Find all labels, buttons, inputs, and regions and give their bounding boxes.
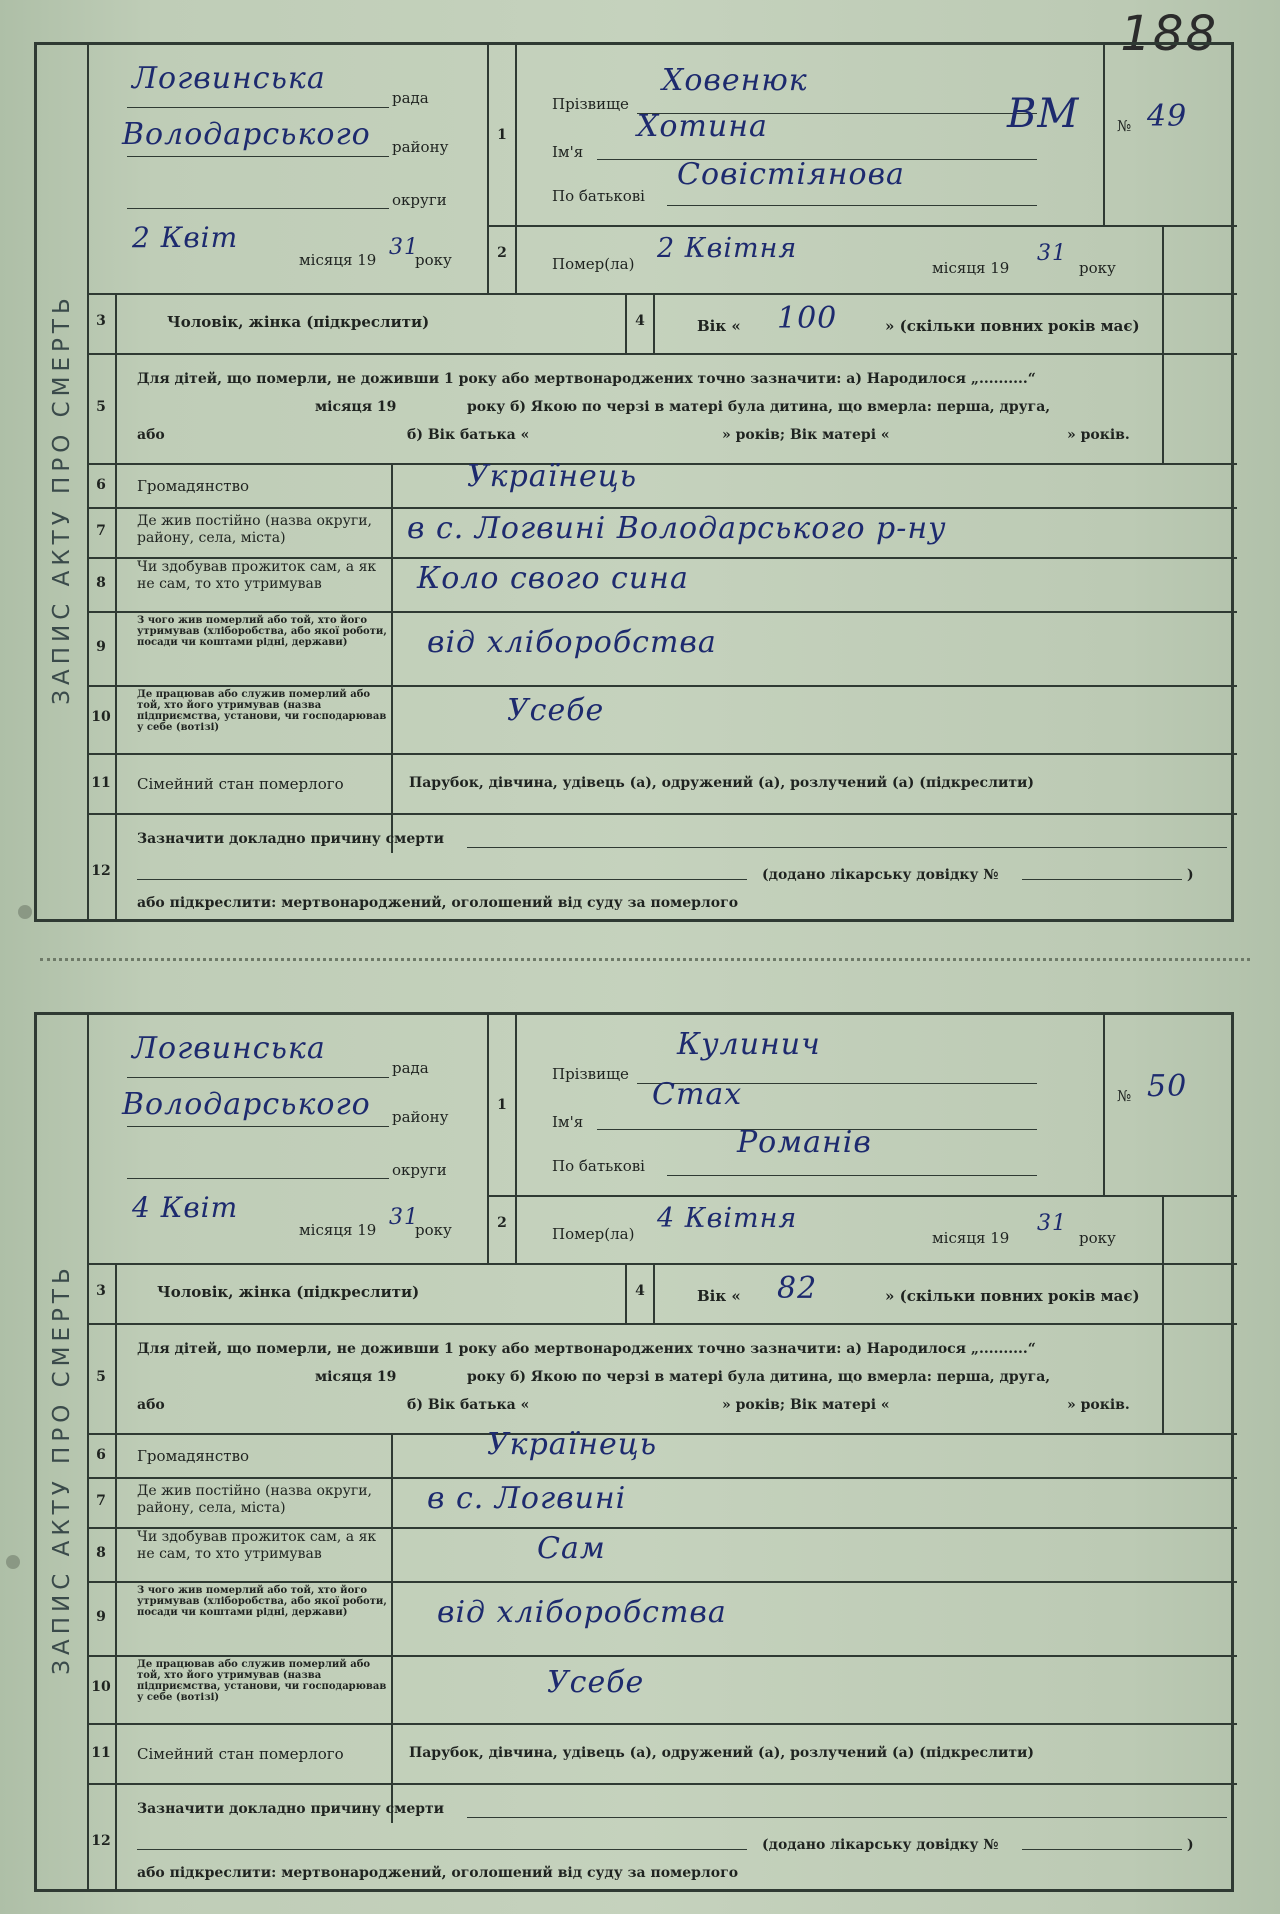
source-value: від хліборобства bbox=[427, 625, 717, 660]
marital-options: Парубок, дівчина, удівець (а), одружений (а), розлучений (а) (підкреслити) bbox=[409, 775, 1035, 791]
residence-value: в с. Логвині bbox=[427, 1481, 627, 1516]
rada-label: рада bbox=[392, 89, 429, 107]
death-record-form: ЗАПИС АКТУ ПРО СМЕРТЬ Логвинська рада Володарського району округи 1 4 Квіт місяця 19 31 року 2 Прізвище Кулинич Ім'я Стах По батькові Романів № 50 Помер(ла) 4 Квітня місяця 19 31 року 3 Чоловік, жінка (підкреслити) 4 Вік « 82 » (скільки повних років має) 5 Для дітей, що померли, не доживши 1 року або мертвонароджених точно зазначити: а) Народилося „..........“ місяця 19 року б) Якою по черзі в матері була дитина, що вмерла: перша, друга, або б) Вік батька « » років; Вік матері « » років. 6 Громадянство Українець 7 Де жив постійно (назва округи, району, села, міста) в с. Логвині 8 Чи здобував прожиток сам, а як не сам, то хто утримував Сам 9 З чого жив померлий або той, хто його утримував (хліборобства, або якої роботи, посади чи коштами рідні, держави) від хліборобства 10 Де працював або служив померлий або той, хто його утримував (назва підприємства, установи, чи господарював у себе (вотізі) Усебе 11 Сімейний стан померлого Парубок, дівчина, удівець (а), одружений (а), розлучений (а) (підкреслити) 12 Зазначити докладно причину смерти (додано лікарську довідку № ) або підкреслити: мертвонароджений, оголошений від суду за померлого bbox=[34, 1012, 1234, 1892]
death-record-form: ЗАПИС АКТУ ПРО СМЕРТЬ Логвинська рада Володарського району округи 1 2 Квіт місяця 19 31 року 2 Прізвище Ховенюк Ім'я Хотина По батькові Совістіянова ВМ № 49 Помер(ла) 2 Квітня місяця 19 31 року 3 Чоловік, жінка (підкреслити) 4 Вік « 100 » (скільки повних років має) 5 Для дітей, що померли, не доживши 1 року або мертвонароджених точно зазначити: а) Народилося „..........“ місяця 19 року б) Якою по черзі в матері була дитина, що вмерла: перша, друга, або б) Вік батька « » років; Вік матері « » років. 6 Громадянство Українець 7 Де жив постійно (назва округи, району, села, міста) в с. Логвині Володарського р-ну 8 Чи здобував прожиток сам, а як не сам, то хто утримував Коло свого сина 9 З чого жив померлий або той, хто його утримував (хліборобства, або якої роботи, посади чи коштами рідні, держави) від хліборобства 10 Де працював або служив померлий або той, хто його утримував (назва підприємства, установи, чи господарював у себе (вотізі) Усебе 11 Сімейний стан померлого Парубок, дівчина, удівець (а), одружений (а), розлучений (а) (підкреслити) 12 Зазначити докладно причину смерти (додано лікарську довідку № ) або підкреслити: мертвонароджений, оголошений від суду за померлого bbox=[34, 42, 1234, 922]
surname-value: Кулинич bbox=[677, 1027, 821, 1062]
sex-label: Чоловік, жінка (підкреслити) bbox=[157, 1283, 420, 1301]
name-value: Хотина bbox=[637, 109, 768, 144]
support-value: Сам bbox=[537, 1531, 606, 1566]
death-date-value: 2 Квітня bbox=[657, 233, 798, 264]
death-year-value: 31 bbox=[1037, 1211, 1067, 1236]
source-value: від хліборобства bbox=[437, 1595, 727, 1630]
reg-roku-label: року bbox=[415, 251, 452, 269]
side-title: ЗАПИС АКТУ ПРО СМЕРТЬ bbox=[37, 45, 89, 919]
age-value: 82 bbox=[777, 1271, 818, 1306]
death-roku-label: року bbox=[1079, 259, 1116, 277]
death-date-value: 4 Квітня bbox=[657, 1203, 798, 1234]
patronymic-value: Романів bbox=[737, 1125, 872, 1160]
rada-value: Логвинська bbox=[132, 1031, 326, 1066]
work-value: Усебе bbox=[547, 1665, 645, 1700]
perforation-line bbox=[40, 958, 1250, 961]
support-value: Коло свого сина bbox=[417, 561, 689, 596]
reg-date-value: 4 Квіт bbox=[132, 1191, 239, 1224]
death-label: Помер(ла) bbox=[552, 255, 635, 273]
citizenship-value: Українець bbox=[467, 459, 638, 494]
number-sign: № bbox=[1117, 117, 1132, 135]
work-value: Усебе bbox=[507, 693, 605, 728]
citizenship-value: Українець bbox=[487, 1427, 658, 1462]
age-value: 100 bbox=[777, 301, 838, 336]
marital-options: Парубок, дівчина, удівець (а), одружений (а), розлучений (а) (підкреслити) bbox=[409, 1745, 1035, 1761]
name-label: Ім'я bbox=[552, 143, 584, 161]
patronymic-label: По батькові bbox=[552, 187, 645, 205]
punch-hole bbox=[6, 1555, 20, 1569]
record-number: 50 bbox=[1147, 1069, 1188, 1104]
reg-year-value: 31 bbox=[389, 1205, 419, 1230]
reg-date-value: 2 Квіт bbox=[132, 221, 239, 254]
rayon-label: району bbox=[392, 138, 449, 156]
rayon-value: Володарського bbox=[122, 117, 371, 152]
clerk-initials: ВМ bbox=[1007, 91, 1080, 137]
age-label-open: Вік « bbox=[697, 317, 741, 335]
patronymic-value: Совістіянова bbox=[677, 157, 905, 192]
death-year-value: 31 bbox=[1037, 241, 1067, 266]
side-title: ЗАПИС АКТУ ПРО СМЕРТЬ bbox=[37, 1015, 89, 1889]
sex-label: Чоловік, жінка (підкреслити) bbox=[167, 313, 430, 331]
rayon-value: Володарського bbox=[122, 1087, 371, 1122]
record-number: 49 bbox=[1147, 99, 1188, 134]
okrugy-label: округи bbox=[392, 191, 447, 209]
rada-value: Логвинська bbox=[132, 61, 326, 96]
reg-month-label: місяця 19 bbox=[299, 251, 377, 269]
surname-value: Ховенюк bbox=[662, 63, 808, 98]
reg-year-value: 31 bbox=[389, 235, 419, 260]
page-number: 188 bbox=[1120, 6, 1218, 62]
age-label-close: » (скільки повних років має) bbox=[885, 317, 1140, 335]
death-month-label: місяця 19 bbox=[932, 259, 1010, 277]
residence-value: в с. Логвині Володарського р-ну bbox=[407, 511, 947, 546]
punch-hole bbox=[18, 905, 32, 919]
surname-label: Прізвище bbox=[552, 95, 629, 113]
name-value: Стах bbox=[652, 1077, 743, 1112]
